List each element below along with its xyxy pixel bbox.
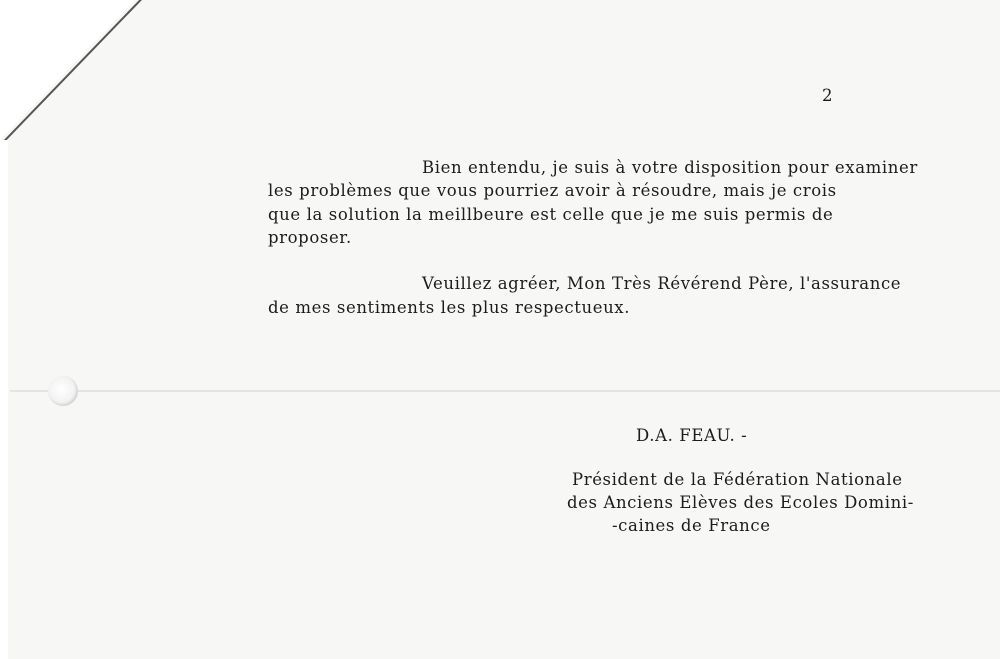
signatory-name: D.A. FEAU. - xyxy=(636,426,748,445)
paragraph-line: que la solution la meillbeure est celle que je me suis permis de xyxy=(268,205,834,224)
punch-hole-icon xyxy=(48,376,78,406)
paragraph-line: de mes sentiments les plus respectueux. xyxy=(268,298,631,317)
fold-line xyxy=(10,390,1000,392)
paragraph-line: proposer. xyxy=(268,228,352,247)
paragraph-line: Bien entendu, je suis à votre disposition pour examiner xyxy=(422,158,918,177)
signatory-title-line: -caines de France xyxy=(612,516,771,535)
folded-corner xyxy=(0,0,135,140)
paragraph-line: Veuillez agréer, Mon Très Révérend Père, l'assurance xyxy=(422,274,902,293)
page-edge xyxy=(0,140,8,659)
signatory-title-line: des Anciens Elèves des Ecoles Domini- xyxy=(567,493,914,512)
page-number: 2 xyxy=(822,86,834,105)
paragraph-line: les problèmes que vous pourriez avoir à résoudre, mais je crois xyxy=(268,181,837,200)
signatory-title-line: Président de la Fédération Nationale xyxy=(572,470,903,489)
